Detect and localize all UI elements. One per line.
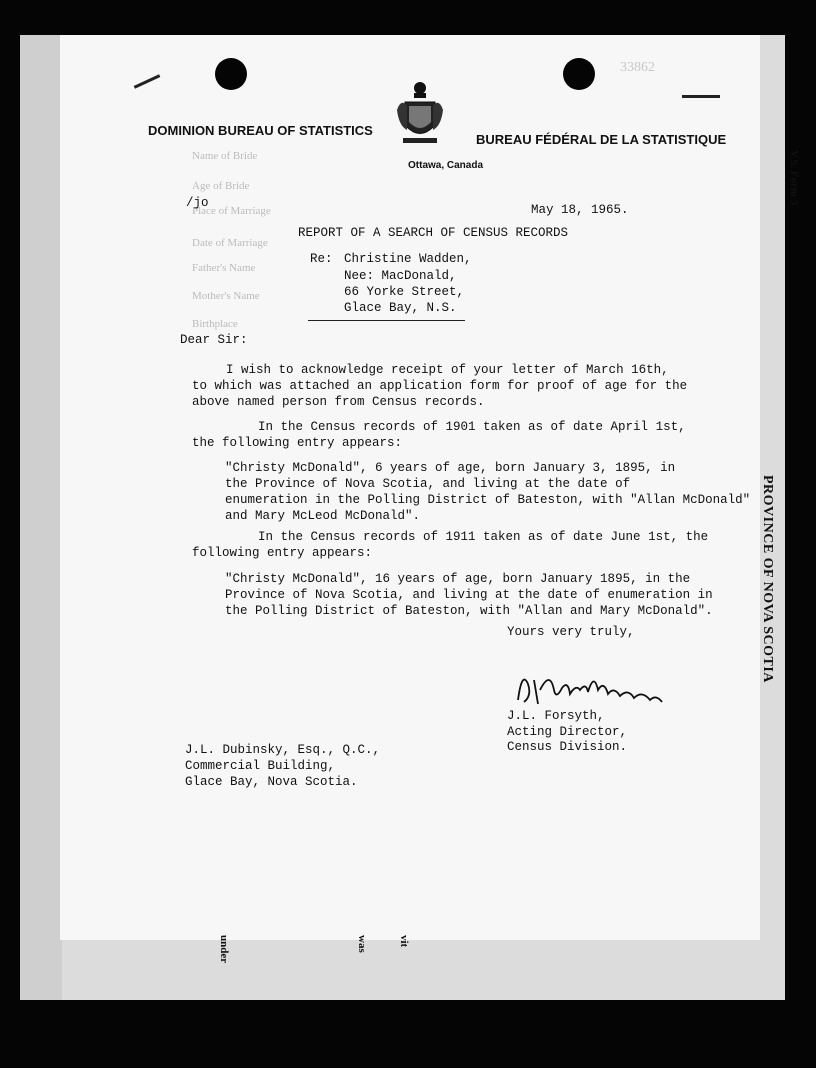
letter-date: May 18, 1965. [531,203,629,217]
re-line: Christine Wadden, [344,252,472,266]
initials: /jo [186,196,209,210]
form-fragment: was [356,935,368,953]
re-line: Glace Bay, N.S. [344,301,457,315]
salutation: Dear Sir: [180,333,248,347]
entry-1911-line: Province of Nova Scotia, and living at the date of enumeration in [225,588,713,602]
paragraph-line: to which was attached an application form for proof of age for the [192,379,688,393]
closing: Yours very truly, [507,625,635,639]
entry-1901-line: "Christy McDonald", 6 years of age, born January 3, 1895, in [225,461,676,475]
ghost-field: Name of Bride [192,150,258,162]
ghost-field: Age of Bride [192,180,250,192]
addressee-line: Commercial Building, [185,759,336,773]
letter-title: REPORT OF A SEARCH OF CENSUS RECORDS [298,226,569,240]
paragraph-line: following entry appears: [192,546,373,560]
province-label: PROVINCE OF NOVA SCOTIA [760,475,775,683]
form-fragment: vit [398,935,410,948]
re-line: 66 Yorke Street, [344,285,465,299]
signer-line: Census Division. [507,740,628,754]
addressee-line: J.L. Dubinsky, Esq., Q.C., [185,743,381,757]
entry-1911-line: "Christy McDonald", 16 years of age, born January 1895, in the [225,572,691,586]
background-form-edge [20,35,62,1000]
ghost-field: Place of Marriage [192,205,271,217]
divider [308,320,465,321]
entry-1901-line: the Province of Nova Scotia, and living at the date of [225,477,631,491]
paragraph-line: the following entry appears: [192,436,403,450]
punch-hole [215,58,247,90]
paragraph-line: I wish to acknowledge receipt of your letter of March 16th, [226,363,669,377]
addressee-line: Glace Bay, Nova Scotia. [185,775,358,789]
ghost-field: Mother's Name [192,290,260,302]
paragraph-line: In the Census records of 1911 taken as of date June 1st, the [258,530,709,544]
letterhead-right: BUREAU FÉDÉRAL DE LA STATISTIQUE [476,132,727,147]
entry-1901-line: enumeration in the Polling District of Bateston, with "Allan McDonald" [225,493,751,507]
ghost-field: Date of Marriage [192,237,268,249]
ghost-field: Father's Name [192,262,256,274]
form-fragment: under [218,935,230,964]
re-label: Re: [310,252,333,266]
punch-hole [563,58,595,90]
ghost-field: Birthplace [192,318,238,330]
re-line: Nee: MacDonald, [344,269,457,283]
pen-mark [682,95,720,98]
letterhead-place: Ottawa, Canada [408,160,484,171]
form-label: V.S. Form 3 [788,150,800,206]
signer-line: J.L. Forsyth, [507,709,605,723]
signature-icon [510,660,670,710]
entry-1911-line: the Polling District of Bateston, with "Allan and Mary McDonald". [225,604,713,618]
entry-1901-line: and Mary McLeod McDonald". [225,509,421,523]
paragraph-line: above named person from Census records. [192,395,485,409]
letterhead-left: DOMINION BUREAU OF STATISTICS [148,123,373,138]
stamp-number: 33862 [620,60,655,75]
paragraph-line: In the Census records of 1901 taken as of date April 1st, [258,420,686,434]
signer-line: Acting Director, [507,725,628,739]
coat-of-arms-icon [395,80,445,152]
